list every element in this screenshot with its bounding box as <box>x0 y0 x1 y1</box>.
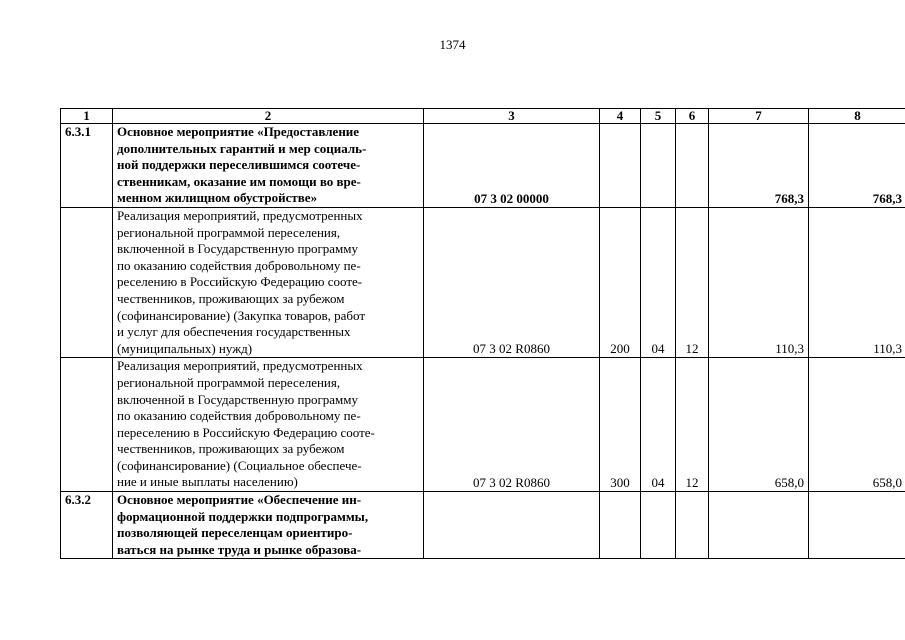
row-pr: 12 <box>676 358 709 492</box>
description-line: ственникам, оказание им помощи во вре- <box>117 173 361 189</box>
row-description <box>113 492 424 559</box>
row-pr: 12 <box>676 207 709 357</box>
header-cell-6: 6 <box>676 109 709 124</box>
row-code: 07 3 02 R0860 <box>424 358 600 492</box>
row-value-8: 110,3 <box>809 207 905 357</box>
description-line: Реализация мероприятий, предусмотренных <box>117 358 363 374</box>
row-vr <box>600 492 641 559</box>
description-line: дополнительных гарантий и мер социаль- <box>117 140 367 156</box>
description-line: включенной в Государственную программу <box>117 241 359 257</box>
row-vr: 200 <box>600 207 641 357</box>
description-line: реселению в Российскую Федерацию сооте- <box>117 274 363 290</box>
row-number <box>61 358 113 492</box>
row-value-8: 768,3 <box>809 124 905 208</box>
header-cell-1: 1 <box>61 109 113 124</box>
row-value-7: 768,3 <box>709 124 809 208</box>
row-pr <box>676 124 709 208</box>
header-cell-2: 2 <box>113 109 424 124</box>
header-cell-3: 3 <box>424 109 600 124</box>
description-line: региональной программой переселения, <box>117 224 341 240</box>
description-line: чественников, проживающих за рубежом <box>117 441 345 457</box>
header-cell-5: 5 <box>641 109 676 124</box>
row-number: 6.3.1 <box>61 124 113 208</box>
table-row <box>61 358 905 492</box>
description-line: Реализация мероприятий, предусмотренных <box>117 207 363 223</box>
row-number <box>61 207 113 357</box>
description-line: (муниципальных) нужд) <box>117 340 253 356</box>
row-rz <box>641 492 676 559</box>
description-line: и услуг для обеспечения государственных <box>117 324 351 340</box>
table-body <box>61 124 905 559</box>
row-description <box>113 207 424 357</box>
row-number: 6.3.2 <box>61 492 113 559</box>
header-cell-4: 4 <box>600 109 641 124</box>
description-line: формационной поддержки подпрограммы, <box>117 508 369 524</box>
description-line: ной поддержки переселившимся соотече- <box>117 157 361 173</box>
table-row <box>61 207 905 357</box>
header-row <box>61 109 905 124</box>
row-pr <box>676 492 709 559</box>
description-line: (софинансирование) (Закупка товаров, работ <box>117 307 366 323</box>
row-vr: 300 <box>600 358 641 492</box>
table-row <box>61 492 905 559</box>
row-description <box>113 358 424 492</box>
budget-table <box>60 108 905 559</box>
row-vr <box>600 124 641 208</box>
description-line: (софинансирование) (Социальное обеспече- <box>117 457 362 473</box>
row-rz: 04 <box>641 358 676 492</box>
row-value-7: 110,3 <box>709 207 809 357</box>
description-line: региональной программой переселения, <box>117 374 341 390</box>
description-line: включенной в Государственную программу <box>117 391 359 407</box>
description-line: по оказанию содействия добровольному пе- <box>117 257 361 273</box>
description-line: чественников, проживающих за рубежом <box>117 290 345 306</box>
description-line: переселению в Российскую Федерацию сооте- <box>117 424 375 440</box>
description-line: менном жилищном обустройстве» <box>117 190 318 206</box>
row-value-8 <box>809 492 905 559</box>
row-code: 07 3 02 00000 <box>424 124 600 208</box>
description-line: по оказанию содействия добровольному пе- <box>117 408 361 424</box>
row-rz: 04 <box>641 207 676 357</box>
row-description <box>113 124 424 208</box>
row-rz <box>641 124 676 208</box>
table-row <box>61 124 905 208</box>
row-code <box>424 492 600 559</box>
header-cell-8: 8 <box>809 109 905 124</box>
description-line: ние и иные выплаты населению) <box>117 474 298 490</box>
row-value-7 <box>709 492 809 559</box>
description-line: ваться на рынке труда и рынке образова- <box>117 541 362 557</box>
row-value-7: 658,0 <box>709 358 809 492</box>
description-line: Основное мероприятие «Обеспечение ин- <box>117 492 362 508</box>
page-number: 1374 <box>439 37 466 52</box>
description-line: позволяющей переселенцам ориентиро- <box>117 525 353 541</box>
description-line: Основное мероприятие «Предоставление <box>117 124 360 139</box>
header-cell-7: 7 <box>709 109 809 124</box>
row-value-8: 658,0 <box>809 358 905 492</box>
row-code: 07 3 02 R0860 <box>424 207 600 357</box>
